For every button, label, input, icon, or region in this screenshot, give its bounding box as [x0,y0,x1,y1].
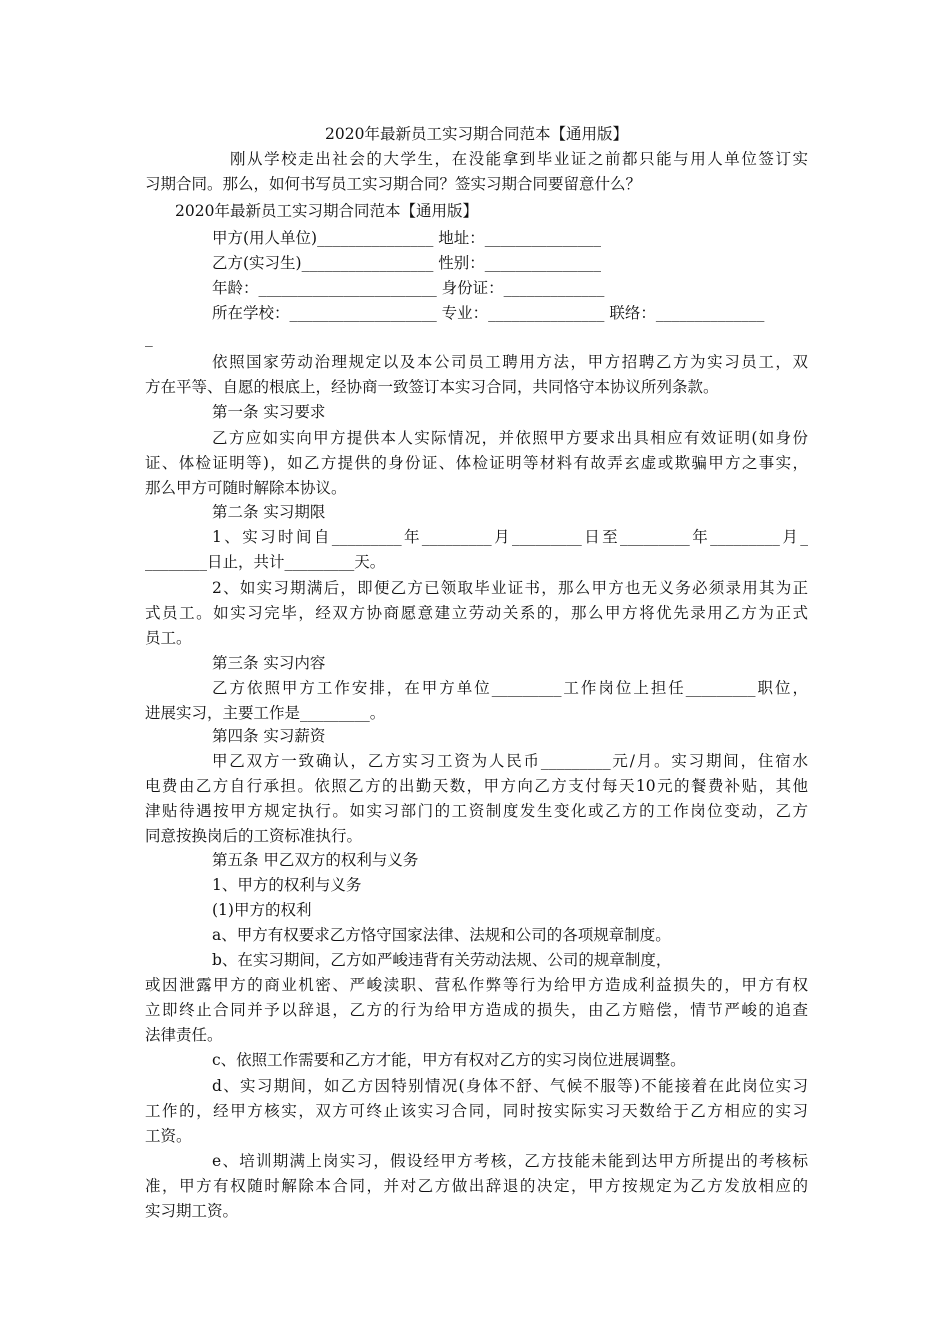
article-2-1-line-2: ________日止，共计_________天。 [145,553,386,571]
article-3-title: 第三条 实习内容 [212,654,326,672]
article-2-2-line-1: 2、如实习期满后，即便乙方已领取毕业证书，那么甲方也无义务必须录用其为正 [212,579,808,597]
article-1-line-1: 乙方应如实向甲方提供本人实际情况，并依照甲方要求出具相应有效证明(如身份 [212,429,808,447]
article-2-2-line-2: 式员工。如实习完毕，经双方协商愿意建立劳动关系的，那么甲方将优先录用乙方为正式 [145,604,808,622]
article-2-2-line-3: 员工。 [145,629,192,647]
item-d-line-3: 工资。 [145,1127,192,1145]
item-d-line-2: 工作的，经甲方核实，双方可终止该实习合同，同时按实际实习天数给于乙方相应的实习 [145,1102,808,1120]
item-b-line-1: b、在实习期间，乙方如严峻违背有关劳动法规、公司的规章制度， [212,951,672,969]
field-school: 所在学校：___________________ 专业：_______________ 联络：______________ [212,304,765,322]
field-continuation: _ [145,329,153,347]
document-title: 2020年最新员工实习期合同范本【通用版】 [325,125,628,143]
subtitle: 2020年最新员工实习期合同范本【通用版】 [175,202,478,220]
item-a: a、甲方有权要求乙方恪守国家法律、法规和公司的各项规章制度。 [212,926,671,944]
article-4-line-2: 电费由乙方自行承担。依照乙方的出勤天数，甲方向乙方支付每天10元的餐费补贴，其他 [145,777,808,795]
item-c: c、依照工作需要和乙方才能，甲方有权对乙方的实习岗位进展调整。 [212,1051,686,1069]
item-b-line-2: 或因泄露甲方的商业机密、严峻渎职、营私作弊等行为给甲方造成利益损失的，甲方有权 [145,976,808,994]
article-2-1-line-1: 1、实习时间自_________年_________月_________日至_________年_________月_ [212,528,808,546]
intro-line-1: 刚从学校走出社会的大学生，在没能拿到毕业证之前都只能与用人单位签订实 [230,150,808,168]
item-e-line-3: 实习期工资。 [145,1202,239,1220]
article-5-section-1: 1、甲方的权利与义务 [212,876,362,894]
item-e-line-2: 准，甲方有权随时解除本合同，并对乙方做出辞退的决定，甲方按规定为乙方发放相应的 [145,1177,808,1195]
intro-line-2: 习期合同。那么，如何书写员工实习期合同？签实习期合同要留意什么？ [145,175,642,193]
field-party-a: 甲方(用人单位)_______________ 地址：_______________ [212,229,602,247]
article-3-line-1: 乙方依照甲方工作安排，在甲方单位_________工作岗位上担任_________职位， [212,679,808,697]
article-5-title: 第五条 甲乙双方的权利与义务 [212,851,419,869]
article-5-subsection-1: (1)甲方的权利 [212,901,312,919]
article-4-line-1: 甲乙双方一致确认，乙方实习工资为人民币_________元/月。实习期间，住宿水 [212,752,808,770]
article-2-title: 第二条 实习期限 [212,503,326,521]
article-1-line-2: 证、体检证明等)，如乙方提供的身份证、体检证明等材料有故弄玄虚或欺骗甲方之事实， [145,454,808,472]
field-party-b: 乙方(实习生)_________________ 性别：_______________ [212,254,602,272]
article-4-title: 第四条 实习薪资 [212,727,326,745]
article-1-line-3: 那么甲方可随时解除本协议。 [145,479,347,497]
item-b-line-4: 法律责任。 [145,1026,223,1044]
article-3-line-2: 进展实习，主要工作是_________。 [145,704,386,722]
field-age-id: 年龄：_______________________ 身份证：_____________ [212,279,605,297]
article-4-line-3: 津贴待遇按甲方规定执行。如实习部门的工资制度发生变化或乙方的工作岗位变动，乙方 [145,802,808,820]
preamble-line-2: 方在平等、自愿的根底上，经协商一致签订本实习合同，共同恪守本协议所列条款。 [145,378,719,396]
preamble-line-1: 依照国家劳动治理规定以及本公司员工聘用方法，甲方招聘乙方为实习员工，双 [212,353,808,371]
item-d-line-1: d、实习期间，如乙方因特别情况(身体不舒、气候不服等)不能接着在此岗位实习 [212,1077,808,1095]
item-b-line-3: 立即终止合同并予以辞退，乙方的行为给甲方造成的损失，由乙方赔偿，情节严峻的追查 [145,1001,808,1019]
item-e-line-1: e、培训期满上岗实习，假设经甲方考核，乙方技能未能到达甲方所提出的考核标 [212,1152,808,1170]
article-1-title: 第一条 实习要求 [212,403,326,421]
article-4-line-4: 同意按换岗后的工资标准执行。 [145,827,363,845]
